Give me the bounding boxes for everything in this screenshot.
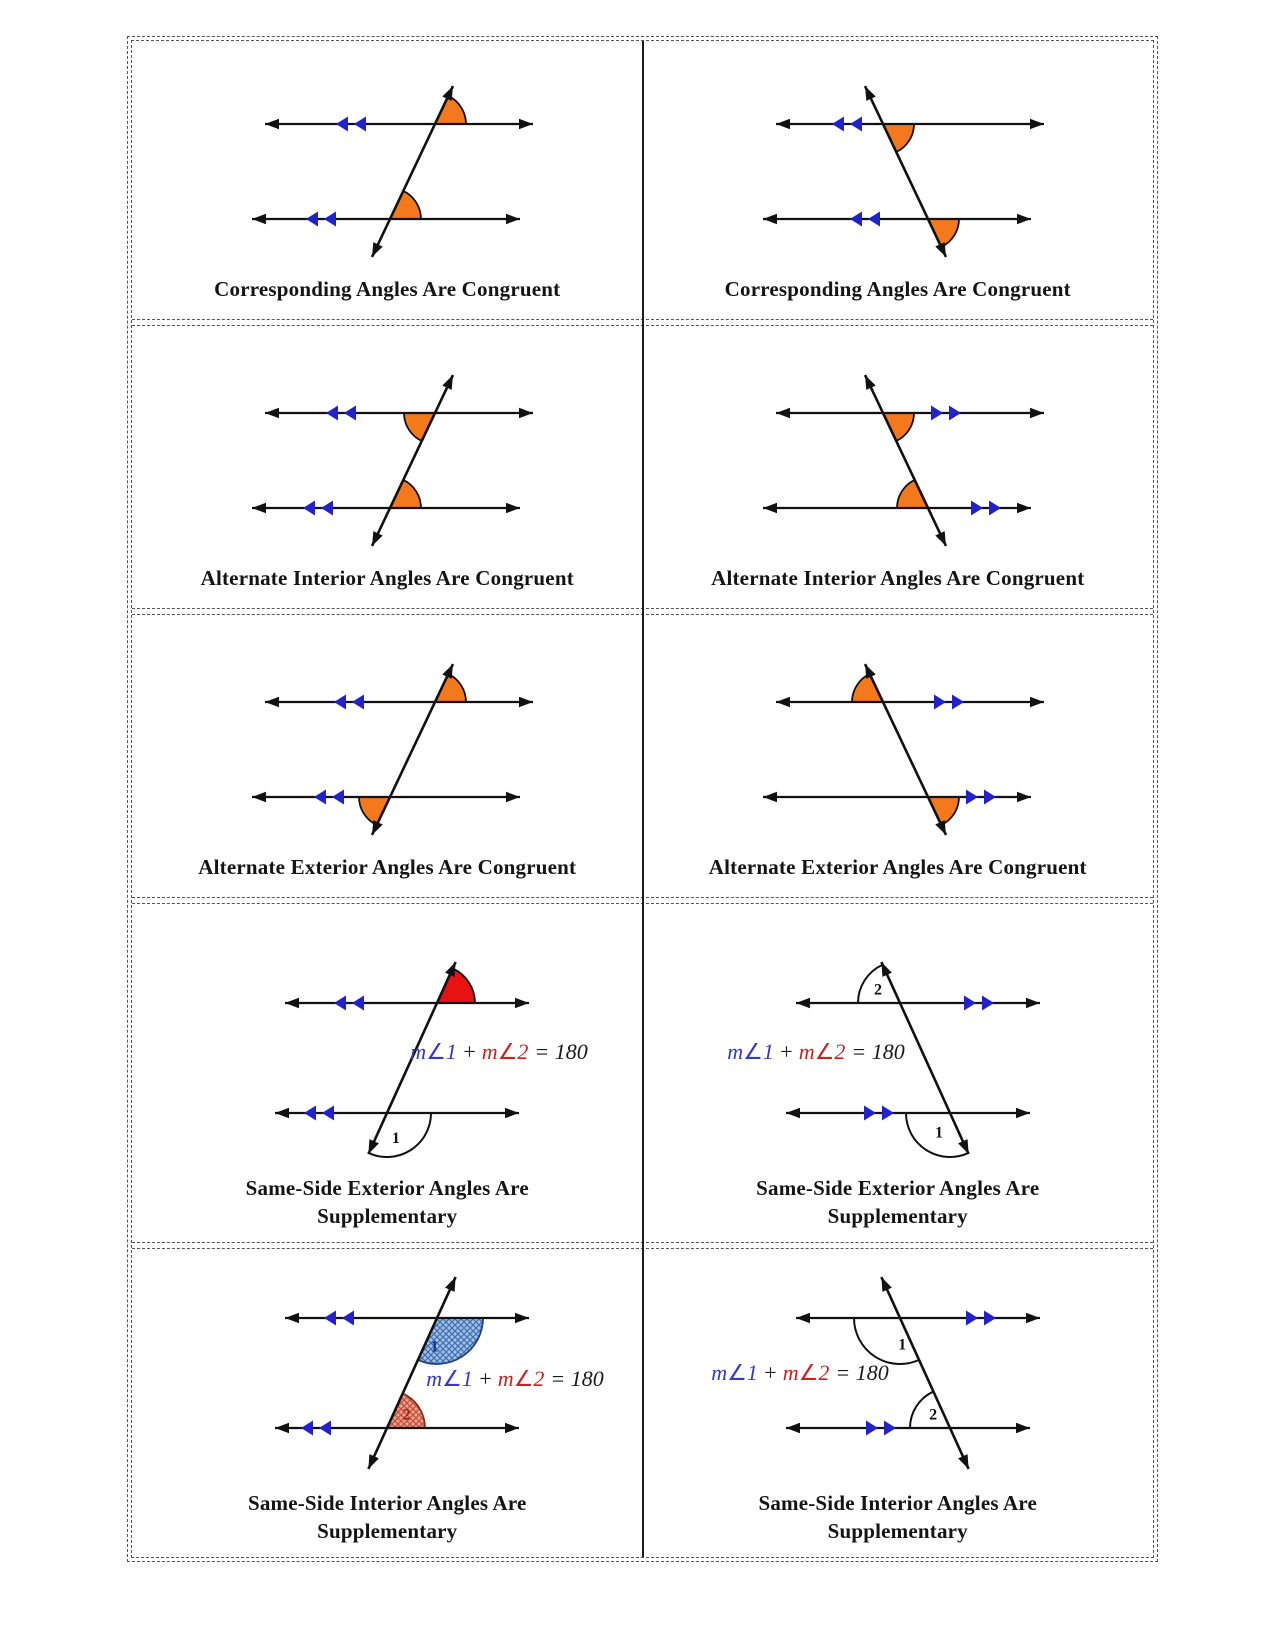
equation-part: +	[778, 1039, 794, 1065]
line-arrowhead-icon	[1030, 697, 1044, 707]
parallel-mark-icon	[868, 211, 880, 226]
line-arrowhead-icon	[265, 119, 279, 129]
supplementary-equation	[711, 1360, 888, 1385]
line-arrowhead-icon	[1016, 1423, 1030, 1433]
cell-caption-line: Same-Side Interior Angles Are	[758, 1491, 1038, 1516]
parallel-mark-icon	[303, 500, 315, 515]
card-alternate-exterior-right	[643, 615, 1154, 897]
angle-diagram	[648, 647, 1148, 854]
card-alternate-exterior-left	[132, 615, 643, 897]
line-arrowhead-icon	[506, 792, 520, 802]
parallel-mark-icon	[989, 500, 1001, 515]
equation-part: +	[478, 1366, 493, 1392]
cell-caption-line: Supplementary	[317, 1518, 458, 1543]
transversal-line	[865, 86, 946, 257]
parallel-mark-icon	[964, 996, 976, 1011]
line-arrowhead-icon	[252, 792, 266, 802]
shaded-angle-wedge	[437, 969, 475, 1004]
parallel-mark-icon	[352, 694, 364, 709]
parallel-mark-icon	[864, 1106, 876, 1121]
parallel-mark-icon	[321, 500, 333, 515]
equation-part: m∠2	[798, 1039, 846, 1065]
line-arrowhead-icon	[763, 214, 777, 224]
card-corresponding-angles-left	[132, 41, 643, 319]
line-arrowhead-icon	[519, 408, 533, 418]
parallel-mark-icon	[322, 1106, 334, 1121]
parallel-mark-icon	[304, 1106, 316, 1121]
shaded-angle-wedge	[883, 413, 914, 441]
cell-caption-line: Supplementary	[827, 1203, 968, 1228]
line-arrowhead-icon	[1016, 1108, 1030, 1118]
equation-part: m∠1	[410, 1039, 458, 1065]
parallel-mark-icon	[326, 405, 338, 420]
cell-caption-line: Same-Side Interior Angles Are	[247, 1491, 527, 1516]
cell-caption	[725, 276, 1071, 303]
equation-part: = 180	[835, 1360, 889, 1386]
transversal-arrowhead-icon	[445, 1277, 456, 1292]
line-arrowhead-icon	[505, 1423, 519, 1433]
transversal-arrowhead-icon	[935, 531, 946, 546]
transversal-arrowhead-icon	[372, 531, 383, 546]
line-arrowhead-icon	[1026, 1313, 1040, 1323]
equation-part: m∠2	[782, 1360, 830, 1386]
line-arrowhead-icon	[1017, 214, 1031, 224]
shaded-angle-wedge	[404, 413, 435, 441]
line-arrowhead-icon	[763, 503, 777, 513]
angle-number-label: 1	[430, 1338, 439, 1356]
line-arrowhead-icon	[519, 697, 533, 707]
parallel-mark-icon	[354, 116, 366, 131]
cell-caption-line: Supplementary	[317, 1203, 458, 1228]
angle-diagram	[137, 647, 637, 854]
equation-part: m∠1	[727, 1039, 774, 1065]
parallel-mark-icon	[934, 694, 946, 709]
line-arrowhead-icon	[763, 792, 777, 802]
line-arrowhead-icon	[1030, 119, 1044, 129]
cell-caption	[711, 565, 1084, 592]
parallel-mark-icon	[952, 694, 964, 709]
angle-number-label: 1	[898, 1336, 907, 1354]
parallel-mark-icon	[332, 789, 344, 804]
parallel-mark-icon	[850, 116, 862, 131]
shaded-angle-wedge	[883, 124, 914, 152]
line-arrowhead-icon	[1026, 998, 1040, 1008]
angle-diagram	[648, 1253, 1148, 1490]
line-arrowhead-icon	[506, 503, 520, 513]
equation-part: m∠2	[498, 1366, 545, 1392]
equation-part: +	[462, 1039, 477, 1065]
parallel-mark-icon	[984, 789, 996, 804]
cell-caption-line: Same-Side Exterior Angles Are	[245, 1176, 529, 1201]
angle-number-label: 2	[928, 1406, 937, 1424]
transversal-line	[372, 375, 453, 546]
transversal-arrowhead-icon	[443, 86, 454, 101]
transversal-arrowhead-icon	[865, 375, 876, 390]
line-arrowhead-icon	[275, 1423, 289, 1433]
transversal-line	[372, 86, 453, 257]
parallel-mark-icon	[866, 1421, 878, 1436]
supplementary-equation	[427, 1366, 604, 1391]
parallel-mark-icon	[850, 211, 862, 226]
shaded-angle-wedge	[897, 480, 928, 508]
transversal-line	[865, 664, 946, 835]
cell-caption-line: Alternate Exterior Angles Are Congruent	[708, 854, 1087, 879]
cell-caption	[214, 276, 560, 303]
line-arrowhead-icon	[505, 1108, 519, 1118]
shaded-angle-wedge	[390, 191, 421, 219]
card-same-side-exterior-right	[643, 904, 1154, 1242]
parallel-mark-icon	[324, 211, 336, 226]
parallel-mark-icon	[966, 1311, 978, 1326]
cell-caption	[246, 1175, 529, 1230]
cell-caption	[758, 1490, 1037, 1545]
transversal-line	[881, 1277, 968, 1469]
angle-diagram	[648, 69, 1148, 276]
column-divider	[642, 41, 644, 1557]
parallel-mark-icon	[971, 500, 983, 515]
parallel-mark-icon	[324, 1311, 336, 1326]
cell-caption	[709, 854, 1087, 881]
parallel-mark-icon	[344, 405, 356, 420]
line-arrowhead-icon	[265, 408, 279, 418]
transversal-arrowhead-icon	[372, 820, 383, 835]
equation-part: m∠1	[711, 1360, 758, 1386]
cell-caption-line: Alternate Exterior Angles Are Congruent	[198, 854, 577, 879]
equation-part: = 180	[534, 1039, 588, 1065]
line-arrowhead-icon	[1017, 503, 1031, 513]
parallel-mark-icon	[334, 996, 346, 1011]
line-arrowhead-icon	[796, 1313, 810, 1323]
line-arrowhead-icon	[252, 503, 266, 513]
cell-caption	[756, 1175, 1039, 1230]
equation-part: m∠1	[426, 1366, 474, 1392]
parallel-mark-icon	[352, 996, 364, 1011]
transversal-arrowhead-icon	[443, 664, 454, 679]
equation-part: m∠2	[482, 1039, 529, 1065]
parallel-mark-icon	[832, 116, 844, 131]
transversal-arrowhead-icon	[881, 962, 892, 977]
parallel-mark-icon	[334, 694, 346, 709]
cell-caption-line: Supplementary	[827, 1518, 968, 1543]
transversal-arrowhead-icon	[443, 375, 454, 390]
parallel-mark-icon	[306, 211, 318, 226]
transversal-arrowhead-icon	[958, 1454, 969, 1469]
transversal-arrowhead-icon	[445, 962, 456, 977]
transversal-arrowhead-icon	[369, 1454, 380, 1469]
line-arrowhead-icon	[1030, 408, 1044, 418]
cell-caption	[248, 1490, 527, 1545]
line-arrowhead-icon	[786, 1423, 800, 1433]
supplementary-equation	[411, 1039, 588, 1064]
line-arrowhead-icon	[265, 697, 279, 707]
angle-diagram	[137, 69, 637, 276]
cell-caption-line: Corresponding Angles Are Congruent	[724, 276, 1071, 301]
parallel-mark-icon	[301, 1421, 313, 1436]
line-arrowhead-icon	[776, 408, 790, 418]
line-arrowhead-icon	[796, 998, 810, 1008]
line-arrowhead-icon	[786, 1108, 800, 1118]
transversal-line	[372, 664, 453, 835]
transversal-line	[865, 375, 946, 546]
cell-caption	[201, 565, 574, 592]
angle-number-label: 2	[402, 1407, 411, 1425]
line-arrowhead-icon	[515, 1313, 529, 1323]
parallel-mark-icon	[949, 405, 961, 420]
angle-diagram	[137, 358, 637, 565]
transversal-arrowhead-icon	[369, 1139, 380, 1154]
parallel-mark-icon	[342, 1311, 354, 1326]
transversal-arrowhead-icon	[935, 242, 946, 257]
transversal-arrowhead-icon	[958, 1139, 969, 1154]
angle-diagram	[137, 938, 637, 1175]
shaded-angle-wedge	[390, 480, 421, 508]
angle-number-label: 1	[392, 1130, 401, 1148]
angle-diagram	[648, 358, 1148, 565]
line-arrowhead-icon	[519, 119, 533, 129]
transversal-arrowhead-icon	[935, 820, 946, 835]
parallel-mark-icon	[984, 1311, 996, 1326]
line-arrowhead-icon	[776, 119, 790, 129]
line-arrowhead-icon	[275, 1108, 289, 1118]
line-arrowhead-icon	[1017, 792, 1031, 802]
card-same-side-interior-left	[132, 1249, 643, 1557]
equation-part: +	[762, 1360, 778, 1386]
parallel-mark-icon	[966, 789, 978, 804]
cell-caption-line: Alternate Interior Angles Are Congruent	[711, 565, 1085, 590]
line-arrowhead-icon	[506, 214, 520, 224]
line-arrowhead-icon	[515, 998, 529, 1008]
parallel-mark-icon	[884, 1421, 896, 1436]
cell-caption	[198, 854, 576, 881]
line-arrowhead-icon	[776, 697, 790, 707]
parallel-mark-icon	[314, 789, 326, 804]
cell-caption-line: Alternate Interior Angles Are Congruent	[200, 565, 574, 590]
transversal-arrowhead-icon	[881, 1277, 892, 1292]
line-arrowhead-icon	[285, 998, 299, 1008]
card-same-side-exterior-left	[132, 904, 643, 1242]
cell-caption-line: Corresponding Angles Are Congruent	[214, 276, 561, 301]
angle-diagram	[137, 1253, 637, 1490]
parallel-mark-icon	[982, 996, 994, 1011]
card-same-side-interior-right	[643, 1249, 1154, 1557]
supplementary-equation	[727, 1039, 904, 1064]
parallel-mark-icon	[336, 116, 348, 131]
angle-number-label: 1	[934, 1124, 943, 1142]
angle-diagram	[648, 938, 1148, 1175]
line-arrowhead-icon	[285, 1313, 299, 1323]
angle-number-label: 2	[873, 982, 882, 1000]
parallel-mark-icon	[931, 405, 943, 420]
line-arrowhead-icon	[252, 214, 266, 224]
cell-caption-line: Same-Side Exterior Angles Are	[756, 1176, 1040, 1201]
transversal-arrowhead-icon	[865, 86, 876, 101]
card-alternate-interior-left	[132, 326, 643, 608]
parallel-mark-icon	[319, 1421, 331, 1436]
worksheet-grid	[131, 40, 1154, 1558]
transversal-arrowhead-icon	[865, 664, 876, 679]
card-corresponding-angles-right	[643, 41, 1154, 319]
parallel-mark-icon	[882, 1106, 894, 1121]
equation-part: = 180	[550, 1366, 604, 1392]
equation-part: = 180	[851, 1039, 905, 1065]
card-alternate-interior-right	[643, 326, 1154, 608]
angle-relationships-worksheet	[127, 36, 1158, 1562]
transversal-arrowhead-icon	[372, 242, 383, 257]
